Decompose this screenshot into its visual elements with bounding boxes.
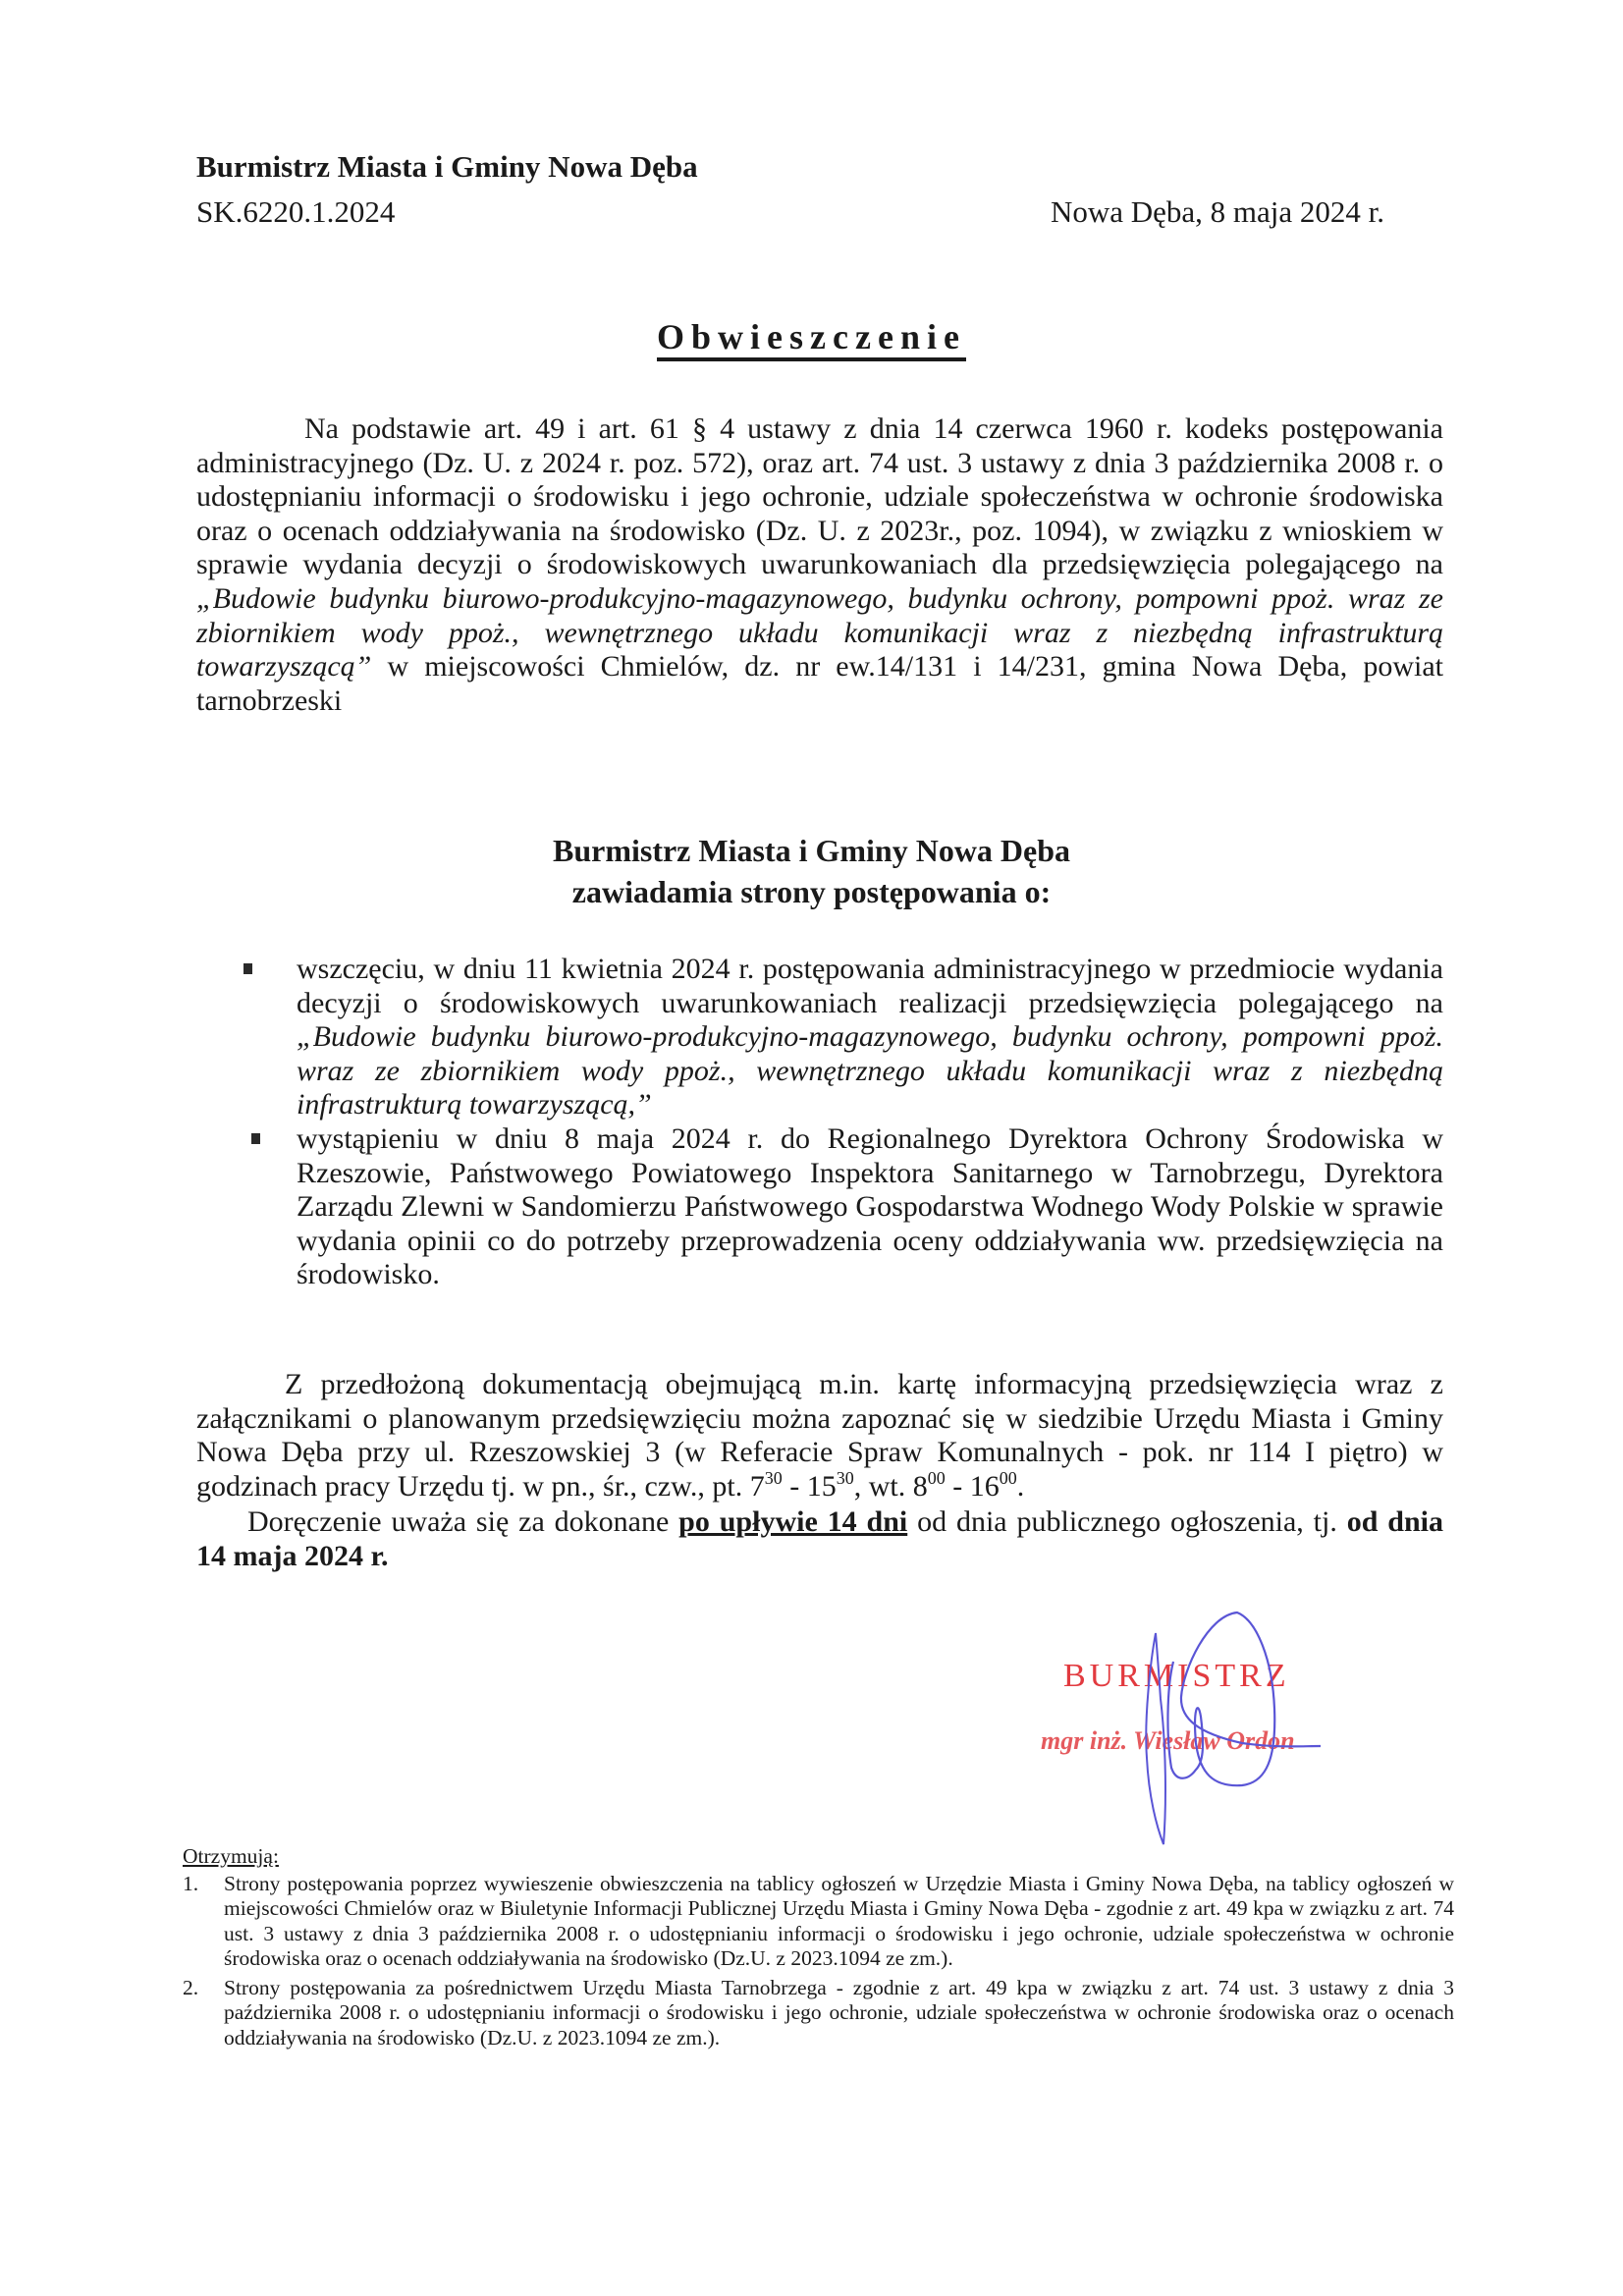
- list-item: [183, 1872, 1454, 1972]
- documentation-text: [196, 1368, 1443, 1503]
- bullet-italic-text: „Budowie budynku biurowo-produkcyjno-magazynowego, budynku ochrony, pompowni ppoż. wraz ze zbiornikiem wody ppoż., wewnętrznego układu komunikacji wraz z niezbędną infrastrukturą towarzyszącą,”: [297, 1020, 1443, 1121]
- handwritten-signature-icon: [1041, 1601, 1434, 1846]
- place-and-date: Nowa Dęba, 8 maja 2024 r.: [1050, 194, 1384, 229]
- issuing-authority: Burmistrz Miasta i Gminy Nowa Dęba: [196, 149, 698, 184]
- hours-minutes: 30: [836, 1467, 854, 1488]
- stamp-title: BURMISTRZ: [1063, 1658, 1290, 1694]
- list-item: [236, 1122, 1443, 1292]
- delivery-body-2: od dnia publicznego ogłoszenia, tj.: [907, 1505, 1347, 1539]
- hours-minutes: 00: [927, 1467, 946, 1488]
- hours-value: , wt. 8: [853, 1469, 928, 1503]
- intro-paragraph: [196, 412, 1443, 718]
- hours-value: - 15: [782, 1469, 837, 1503]
- list-item: [183, 1976, 1454, 2051]
- official-stamp: [1041, 1601, 1434, 1846]
- bullet-text: wystąpieniu w dniu 8 maja 2024 r. do Regionalnego Dyrektora Ochrony Środowiska w Rzeszowie, Państwowego Powiatowego Inspektora Sanitarnego w Tarnobrzegu, Dyrektora Zarządu Zlewni w Sandomierzu Państwowego Gospodarstwa Wodnego Wody Polskie w sprawie wydania opinii co do potrzeby przeprowadzenia oceny oddziaływania ww. przedsięwzięcia na środowisko.: [297, 1121, 1443, 1291]
- item-number: 1.: [183, 1871, 199, 1895]
- documentation-body: Z przedłożoną dokumentacją obejmującą m.in. kartę informacyjną przedsięwzięcia wraz z załącznikami o planowanym przedsięwzięciu można zapoznać się w siedzibie Urzędu Miasta i Gminy Nowa Dęba przy ul. Rzeszowskiej 3 (w Referacie Spraw Komunalnych - pok. nr 114 I piętro) w godzinach pracy Urzędu tj. w pn., śr., czw., pt.: [196, 1368, 1443, 1503]
- delivery-deadline: po upływie 14 dni: [678, 1505, 908, 1539]
- delivery-text: [196, 1505, 1443, 1573]
- hours-value: - 16: [945, 1469, 1000, 1503]
- bullet-text: wszczęciu, w dniu 11 kwietnia 2024 r. postępowania administracyjnego w przedmiocie wydania decyzji o środowiskowych uwarunkowaniach realizacji przedsięwzięcia polegającego na: [297, 953, 1443, 1019]
- document-title: [0, 316, 1623, 357]
- square-bullet-icon: [251, 1133, 260, 1144]
- stamp-name: mgr inż. Wiesław Ordon: [1041, 1726, 1295, 1755]
- hours-minutes: 00: [999, 1467, 1017, 1488]
- intro-project-name: „Budowie budynku biurowo-produkcyjno-magazynowego, budynku ochrony, pompowni ppoż. wraz ze zbiornikiem wody ppoż., wewnętrznego układu komunikacji wraz z niezbędną infrastrukturą towarzyszącą”: [196, 581, 1443, 683]
- square-bullet-icon: [243, 963, 252, 974]
- hours-end: .: [1016, 1469, 1025, 1503]
- recipients-label: Otrzymują:: [183, 1844, 279, 1868]
- item-text: Strony postępowania za pośrednictwem Urzędu Miasta Tarnobrzega - zgodnie z art. 49 kpa w związku z art. 74 ust. 3 ustawy z dnia 3 października 2008 r. o udostępnianiu informacji o środowisku i jego ochronie, udziale społeczeństwa w ochronie środowiska oraz o ocenach oddziaływania na środowisko (Dz.U. z 2023.1094 ze zm.).: [224, 1975, 1454, 2050]
- delivery-body: Doręczenie uważa się za dokonane: [247, 1505, 679, 1539]
- hours-minutes: 30: [764, 1467, 783, 1488]
- list-item: [236, 953, 1443, 1122]
- document-title-text: Obwieszczenie: [657, 317, 966, 361]
- recipients-section: [183, 1844, 1454, 2054]
- item-number: 2.: [183, 1975, 199, 1999]
- notification-list: [236, 953, 1443, 1292]
- announcement-heading: [0, 830, 1623, 912]
- intro-text-2: w miejscowości Chmielów, dz. nr ew.14/131 i 14/231, gmina Nowa Dęba, powiat tarnobrzeski: [196, 650, 1443, 717]
- item-text: Strony postępowania poprzez wywieszenie obwieszczenia na tablicy ogłoszeń w Urzędzie Miasta i Gminy Nowa Dęba, na tablicy ogłoszeń w miejscowości Chmielów oraz w Biuletynie Informacji Publicznej Urzędu Miasta i Gminy Nowa Dęba - zgodnie z art. 49 kpa w związku z art. 74 ust. 3 ustawy z dnia 3 października 2008 r. o udostępnianiu informacji o środowisku i jego ochronie, udziale społeczeństwa w ochronie środowiska oraz o ocenach oddziaływania na środowisko (Dz.U. z 2023.1094 ze zm.).: [224, 1871, 1454, 1970]
- announcement-line-1: Burmistrz Miasta i Gminy Nowa Dęba: [552, 833, 1071, 868]
- delivery-date: od dnia 14 maja 2024 r.: [196, 1505, 1444, 1572]
- recipients-list: [183, 1872, 1454, 2051]
- case-signature: SK.6220.1.2024: [196, 194, 396, 229]
- intro-text-1: Na podstawie art. 49 i art. 61 § 4 ustawy z dnia 14 czerwca 1960 r. kodeks postępowania administracyjnego (Dz. U. z 2024 r. poz. 572), oraz art. 74 ust. 3 ustawy z dnia 3 października 2008 r. o udostępnianiu informacji o środowisku i jego ochronie, udziale społeczeństwa w ochronie środowiska oraz o ocenach oddziaływania na środowisko (Dz. U. z 2023r., poz. 1094), w związku z wnioskiem w sprawie wydania decyzji o środowiskowych uwarunkowaniach dla przedsięwzięcia polegającego na: [196, 412, 1443, 581]
- announcement-line-2: zawiadamia strony postępowania o:: [571, 874, 1052, 909]
- hours-value: 7: [749, 1469, 765, 1503]
- documentation-paragraph: [196, 1368, 1443, 1574]
